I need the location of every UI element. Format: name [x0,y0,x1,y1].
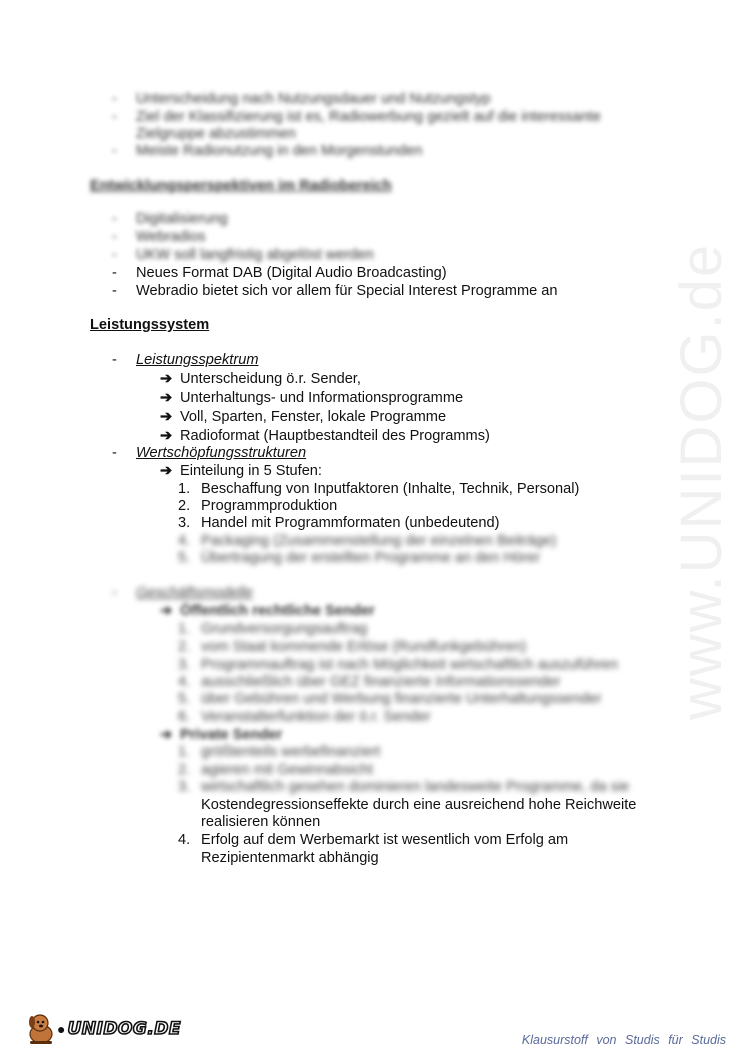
logo-text: UNIDOG.DE [67,1019,182,1039]
arrow-icon: ➔ [160,428,173,444]
paw-icon: ● [57,1021,66,1037]
footer-tagline: Klausurstoff von Studis für Studis [521,1033,726,1047]
arrow-icon: ➔ [160,727,173,743]
arrow-icon: ➔ [160,371,173,387]
document-page: www.UNIDOG.de - Unterscheidung nach Nutzungsdauer und Nutzungstyp - Ziel der Klassifizierung ist es, Radiowerbung gezielt auf die interessante Zielgruppe abzustimmen - Meiste Radionutzung in den Morgenstunden Entwicklungsperspektiven im Radiobereich - Digitalisierung - Webradios - UKW soll langfristig abgelöst werden - Neues Format DAB (Digital Audio Broadcasting) - Webradio bietet sich vor allem für Special Interest Programme an Leistungssystem - Leistungsspektrum ➔ Unterscheidung ö.r. Sender, ➔ Unterhaltungs- und Informationsprogramme ➔ Voll, Sparten, Fenster, lokale Programme ➔ Radioformat (Hauptbestandteil des Programms) - Wertschöpfungsstrukturen ➔ Einteilung in 5 Stufen: 1. Beschaffung von Inputfaktoren (Inhalte, Technik, Personal) 2. Programmproduktion 3. Handel mit Programmformaten (unbedeutend) 4. Packaging (Zusammenstellung der einzelnen Beiträge) 5. Übertragung der erstellten Programme an den Hörer - Geschäftsmodelle ➔ Öffentlich rechtliche Sender 1. Grundversorgungsauftrag 2. vom Staat kommende Erlöse (Rundfunkgebühren) 3. Programmauftrag ist nach Möglichkeit wirtschaftlich auszuführen 4. ausschließlich über GEZ finanzierte Informationssender 5. über Gebühren und Werbung finanzierte Unterhaltungssender 6. Veranstalterfunktion der ö.r. Sender ➔ Private Sender 1. größtenteils werbefinanziert 2. agieren mit Gewinnabsicht 3. wirtschaftlich gesehen dominieren landesweite Programme, da sie Kostendegressionseffekte durch eine ausreichend hohe Reichweite realisieren können 4. Erfolg auf dem Werbemarkt ist wesentlich vom Erfolg am Rezipientenmarkt abhängig ● UNIDOG.DE Klausurstoff von Studis für Studis [0,0,750,1060]
section-heading: Entwicklungsperspektiven im Radiobereich [90,178,392,194]
section-heading: Leistungssystem [90,317,210,333]
watermark: www.UNIDOG.de [669,242,734,720]
arrow-icon: ➔ [160,409,173,425]
unidog-logo [26,1012,181,1046]
arrow-icon: ➔ [160,390,173,406]
arrow-icon: ➔ [160,463,173,479]
arrow-icon: ➔ [160,603,173,619]
dog-icon [26,1012,56,1046]
